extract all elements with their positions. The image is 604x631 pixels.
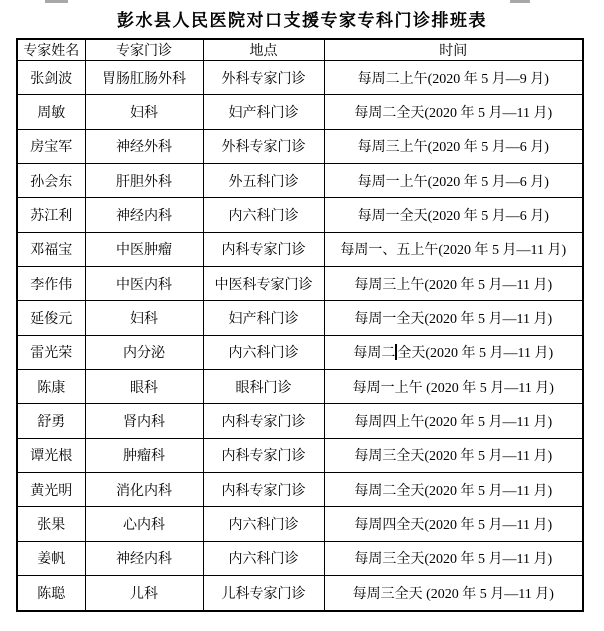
table-row bbox=[17, 438, 583, 472]
name-cell[interactable]: 李作伟 bbox=[17, 267, 85, 301]
name-cell[interactable]: 雷光荣 bbox=[17, 335, 85, 369]
schedule-table-body bbox=[17, 61, 583, 612]
table-row bbox=[17, 198, 583, 232]
name-cell[interactable]: 孙会东 bbox=[17, 164, 85, 198]
time-cell[interactable]: 每周一全天(2020 年 5 月—11 月) bbox=[324, 301, 583, 335]
clinic-cell[interactable]: 肿瘤科 bbox=[85, 438, 203, 472]
table-row bbox=[17, 576, 583, 611]
table-row bbox=[17, 541, 583, 575]
location-cell[interactable]: 外科专家门诊 bbox=[203, 61, 324, 95]
clinic-cell[interactable]: 神经内科 bbox=[85, 198, 203, 232]
location-cell[interactable]: 内六科门诊 bbox=[203, 541, 324, 575]
clinic-cell[interactable]: 消化内科 bbox=[85, 473, 203, 507]
time-cell[interactable]: 每周三全天(2020 年 5 月—11 月) bbox=[324, 541, 583, 575]
ruler-mark-right bbox=[510, 0, 530, 3]
clinic-cell[interactable]: 胃肠肛肠外科 bbox=[85, 61, 203, 95]
table-row bbox=[17, 95, 583, 129]
clinic-cell[interactable]: 心内科 bbox=[85, 507, 203, 541]
table-row bbox=[17, 507, 583, 541]
table-header-row bbox=[17, 39, 583, 61]
table-row bbox=[17, 370, 583, 404]
time-cell[interactable]: 每周三上午(2020 年 5 月—11 月) bbox=[324, 267, 583, 301]
location-cell[interactable]: 外五科门诊 bbox=[203, 164, 324, 198]
clinic-cell[interactable]: 中医内科 bbox=[85, 267, 203, 301]
name-cell[interactable]: 苏江利 bbox=[17, 198, 85, 232]
time-cell[interactable]: 每周二上午(2020 年 5 月—9 月) bbox=[324, 61, 583, 95]
name-cell[interactable]: 张剑波 bbox=[17, 61, 85, 95]
time-cell[interactable]: 每周一上午 (2020 年 5 月—11 月) bbox=[324, 370, 583, 404]
table-row bbox=[17, 164, 583, 198]
header-expert-name[interactable]: 专家姓名 bbox=[17, 39, 85, 61]
header-location[interactable]: 地点 bbox=[203, 39, 324, 61]
time-cell[interactable]: 每周四全天(2020 年 5 月—11 月) bbox=[324, 507, 583, 541]
time-cell[interactable] bbox=[324, 335, 583, 369]
clinic-cell[interactable]: 肝胆外科 bbox=[85, 164, 203, 198]
location-cell[interactable]: 眼科门诊 bbox=[203, 370, 324, 404]
clinic-cell[interactable]: 神经内科 bbox=[85, 541, 203, 575]
table-row bbox=[17, 473, 583, 507]
name-cell[interactable]: 邓福宝 bbox=[17, 232, 85, 266]
clinic-cell[interactable]: 中医肿瘤 bbox=[85, 232, 203, 266]
name-cell[interactable]: 周敏 bbox=[17, 95, 85, 129]
table-row bbox=[17, 404, 583, 438]
time-cell[interactable]: 每周二全天(2020 年 5 月—11 月) bbox=[324, 95, 583, 129]
location-cell[interactable]: 内六科门诊 bbox=[203, 507, 324, 541]
page-title[interactable]: 彭水县人民医院对口支援专家专科门诊排班表 bbox=[117, 11, 487, 31]
location-cell[interactable]: 妇产科门诊 bbox=[203, 95, 324, 129]
time-cell[interactable]: 每周三上午(2020 年 5 月—6 月) bbox=[324, 129, 583, 163]
location-cell[interactable]: 内六科门诊 bbox=[203, 198, 324, 232]
table-row bbox=[17, 232, 583, 266]
time-text-after-caret: 全天(2020 年 5 月—11 月) bbox=[397, 346, 554, 362]
clinic-cell[interactable]: 儿科 bbox=[85, 576, 203, 611]
location-cell[interactable]: 外科专家门诊 bbox=[203, 129, 324, 163]
name-cell[interactable]: 谭光根 bbox=[17, 438, 85, 472]
time-cell[interactable]: 每周四上午(2020 年 5 月—11 月) bbox=[324, 404, 583, 438]
location-cell[interactable]: 儿科专家门诊 bbox=[203, 576, 324, 611]
time-cell[interactable]: 每周三全天(2020 年 5 月—11 月) bbox=[324, 438, 583, 472]
time-cell[interactable]: 每周三全天 (2020 年 5 月—11 月) bbox=[324, 576, 583, 611]
location-cell[interactable]: 内科专家门诊 bbox=[203, 404, 324, 438]
clinic-cell[interactable]: 妇科 bbox=[85, 95, 203, 129]
name-cell[interactable]: 姜帆 bbox=[17, 541, 85, 575]
clinic-cell[interactable]: 肾内科 bbox=[85, 404, 203, 438]
name-cell[interactable]: 延俊元 bbox=[17, 301, 85, 335]
table-row bbox=[17, 301, 583, 335]
name-cell[interactable]: 陈聪 bbox=[17, 576, 85, 611]
location-cell[interactable]: 内六科门诊 bbox=[203, 335, 324, 369]
table-row bbox=[17, 335, 583, 369]
clinic-cell[interactable]: 妇科 bbox=[85, 301, 203, 335]
table-row bbox=[17, 61, 583, 95]
clinic-cell[interactable]: 内分泌 bbox=[85, 335, 203, 369]
name-cell[interactable]: 黄光明 bbox=[17, 473, 85, 507]
time-cell[interactable]: 每周一、五上午(2020 年 5 月—11 月) bbox=[324, 232, 583, 266]
header-time[interactable]: 时间 bbox=[324, 39, 583, 61]
time-cell[interactable]: 每周二全天(2020 年 5 月—11 月) bbox=[324, 473, 583, 507]
name-cell[interactable]: 张果 bbox=[17, 507, 85, 541]
location-cell[interactable]: 妇产科门诊 bbox=[203, 301, 324, 335]
location-cell[interactable]: 中医科专家门诊 bbox=[203, 267, 324, 301]
location-cell[interactable]: 内科专家门诊 bbox=[203, 232, 324, 266]
name-cell[interactable]: 舒勇 bbox=[17, 404, 85, 438]
time-cell[interactable]: 每周一上午(2020 年 5 月—6 月) bbox=[324, 164, 583, 198]
clinic-cell[interactable]: 眼科 bbox=[85, 370, 203, 404]
name-cell[interactable]: 房宝军 bbox=[17, 129, 85, 163]
location-cell[interactable]: 内科专家门诊 bbox=[203, 473, 324, 507]
table-row bbox=[17, 267, 583, 301]
clinic-cell[interactable]: 神经外科 bbox=[85, 129, 203, 163]
schedule-table bbox=[16, 38, 584, 612]
location-cell[interactable]: 内科专家门诊 bbox=[203, 438, 324, 472]
name-cell[interactable]: 陈康 bbox=[17, 370, 85, 404]
table-row bbox=[17, 129, 583, 163]
ruler-mark-left bbox=[45, 0, 68, 3]
time-cell[interactable]: 每周一全天(2020 年 5 月—6 月) bbox=[324, 198, 583, 232]
header-expert-clinic[interactable]: 专家门诊 bbox=[85, 39, 203, 61]
time-text-before-caret: 每周二 bbox=[353, 346, 396, 362]
